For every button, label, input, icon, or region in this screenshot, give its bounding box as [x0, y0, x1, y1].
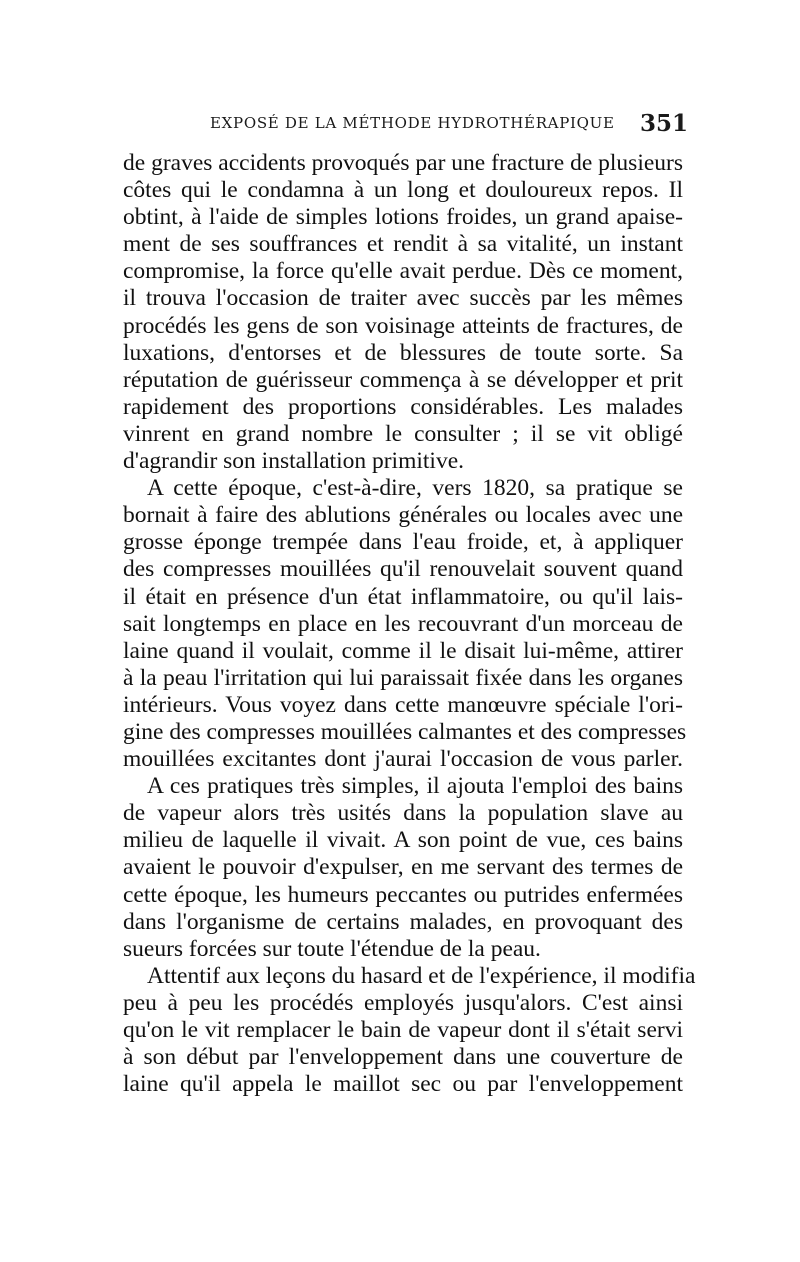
text-line: de graves accidents provoqués par une fracture de plusieurs [123, 150, 683, 176]
paragraph-4 [123, 962, 696, 1098]
text-line: gine des compresses mouillées calmantes et des compresses [123, 718, 687, 745]
text-line: laine qu'il appela le maillot sec ou par l'enveloppement [123, 1071, 683, 1098]
text-line: des compresses mouillées qu'il renouvelait souvent quand [123, 556, 683, 583]
text-line: à son début par l'enveloppement dans une couverture de [123, 1044, 683, 1071]
text-line: intérieurs. Vous voyez dans cette manœuvre spéciale l'ori- [123, 691, 683, 718]
text-line: il trouva l'occasion de traiter avec succès par les mêmes [123, 285, 683, 312]
paragraph-3 [123, 773, 683, 963]
text-line: d'agrandir son installation primitive. [123, 448, 465, 475]
text-line: sueurs forcées sur toute l'étendue de la peau. [123, 935, 541, 962]
text-line: à la peau l'irritation qui lui paraissait fixée dans les organes [123, 664, 683, 691]
text-line: A ces pratiques très simples, il ajouta l'emploi des bains [147, 773, 683, 800]
text-line: Attentif aux leçons du hasard et de l'expérience, il modifia [147, 962, 696, 989]
text-line: cette époque, les humeurs peccantes ou putrides enfermées [123, 881, 683, 908]
text-line: rapidement des proportions considérables. Les malades [123, 393, 683, 420]
paragraph-2 [123, 475, 687, 773]
running-head [0, 110, 800, 144]
text-line: dans l'organisme de certains malades, en provoquant des [123, 908, 683, 935]
text-line: mouillées excitantes dont j'aurai l'occasion de vous parler. [123, 746, 683, 773]
text-line: vinrent en grand nombre le consulter ; il se vit obligé [123, 420, 683, 447]
text-line: de vapeur alors très usités dans la population slave au [123, 800, 683, 827]
text-line: peu à peu les procédés employés jusqu'alors. C'est ainsi [123, 989, 683, 1016]
text-line: luxations, d'entorses et de blessures de toute sorte. Sa [123, 339, 683, 366]
body-text [123, 150, 696, 1098]
text-line: réputation de guérisseur commença à se développer et prit [123, 366, 683, 393]
text-line: il était en présence d'un état inflammatoire, ou qu'il lais- [123, 583, 683, 610]
text-line: sait longtemps en place en les recouvrant d'un morceau de [123, 610, 683, 637]
text-line: bornait à faire des ablutions générales ou locales avec une [123, 502, 683, 529]
text-line: grosse éponge trempée dans l'eau froide, et, à appliquer [123, 529, 683, 556]
text-line: compromise, la force qu'elle avait perdue. Dès ce moment, [123, 258, 683, 285]
page-number: 351 [640, 110, 689, 137]
text-line: avaient le pouvoir d'expulser, en me servant des termes de [123, 854, 683, 881]
running-title: EXPOSÉ DE LA MÉTHODE HYDROTHÉRAPIQUE [210, 114, 615, 132]
text-line: ment de ses souffrances et rendit à sa vitalité, un instant [123, 231, 683, 258]
text-line: A cette époque, c'est-à-dire, vers 1820, sa pratique se [147, 475, 683, 502]
text-line: laine quand il voulait, comme il le disait lui-même, attirer [123, 637, 683, 664]
text-line: obtint, à l'aide de simples lotions froides, un grand apaise- [123, 204, 683, 231]
text-line: procédés les gens de son voisinage atteints de fractures, de [123, 312, 683, 339]
paragraph-1 [123, 150, 683, 475]
text-line: côtes qui le condamna à un long et douloureux repos. Il [123, 177, 683, 204]
text-line: qu'on le vit remplacer le bain de vapeur dont il s'était servi [123, 1017, 683, 1043]
text-line: milieu de laquelle il vivait. A son point de vue, ces bains [123, 827, 683, 854]
